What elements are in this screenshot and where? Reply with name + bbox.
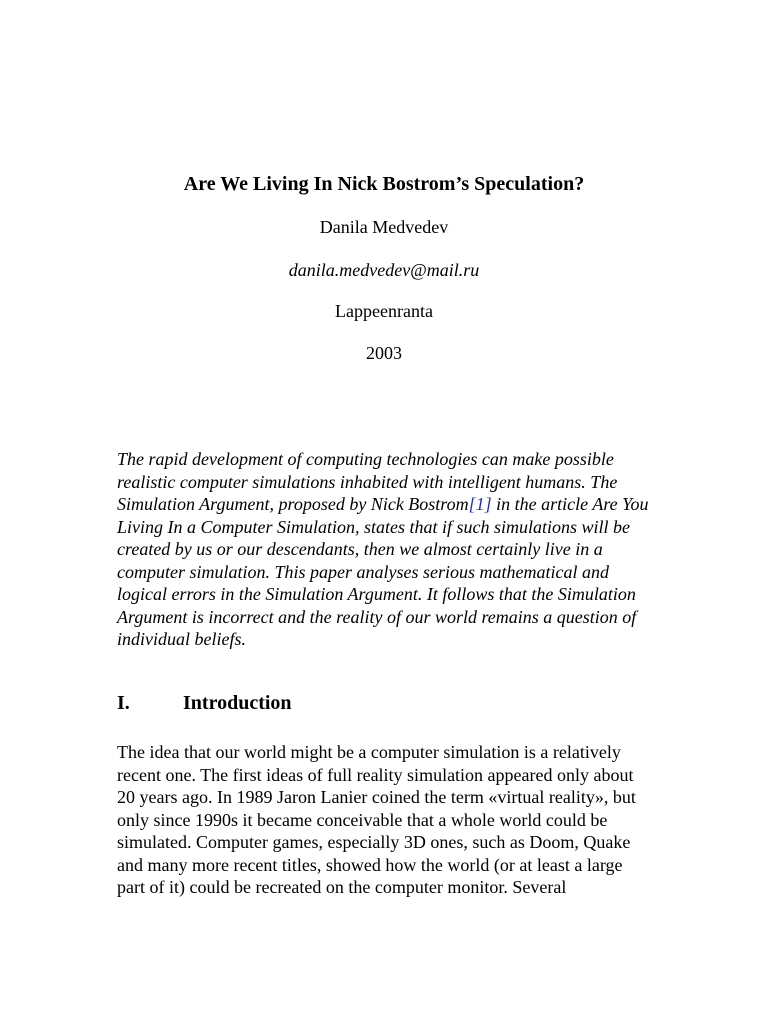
- section-heading: [117, 690, 292, 716]
- paper-title: Are We Living In Nick Bostrom’s Speculation?: [183, 173, 585, 195]
- abstract: [117, 448, 657, 651]
- citation-link[interactable]: [1]: [468, 494, 492, 514]
- abstract-text-part-1: The rapid development of computing technologies can make possible realistic computer simulations inhabited with intelligent humans. The Simulation Argument, proposed by Nick Bostrom: [117, 449, 618, 514]
- section-title: Introduction: [183, 692, 292, 714]
- introduction-paragraph: The idea that our world might be a computer simulation is a relatively recent one. The first ideas of full reality simulation appeared only about 20 years ago. In 1989 Jaron Lanier coined the term «virtual reality», but only since 1990s it became conceivable that a whole world could be simulated. Computer games, especially 3D ones, such as Doom, Quake and many more recent titles, showed how the world (or at least a large part of it) could be recreated on the computer monitor. Several: [117, 742, 636, 897]
- author-email: danila.medvedev@mail.ru: [288, 260, 480, 280]
- author-location: Lappeenranta: [335, 301, 433, 321]
- abstract-text-part-2: in the article Are You Living In a Computer Simulation, states that if such simulations will be created by us or our descendants, then we almost certainly live in a computer simulation. This paper analyses serious mathematical and logical errors in the Simulation Argument. It follows that the Simulation Argument is incorrect and the reality of our world remains a question of individual beliefs.: [117, 494, 649, 649]
- publication-year: 2003: [366, 343, 402, 363]
- section-number: I.: [117, 692, 130, 714]
- author-name: Danila Medvedev: [319, 217, 449, 237]
